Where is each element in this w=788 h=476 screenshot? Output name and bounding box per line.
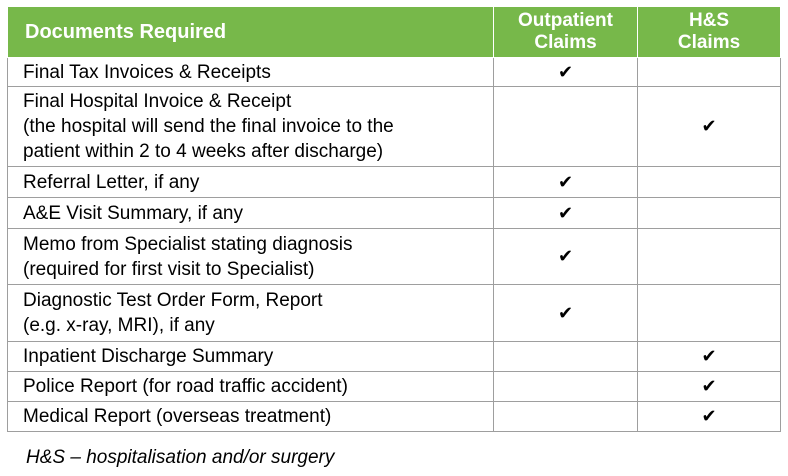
hs-cell: [638, 229, 781, 285]
hs-cell: [638, 402, 781, 432]
header-documents-label: Documents Required: [25, 21, 227, 43]
outpatient-cell: [494, 198, 638, 229]
outpatient-cell: [494, 167, 638, 198]
hs-cell: [638, 87, 781, 167]
table-row: [8, 87, 781, 167]
header-hs-claims: [638, 7, 781, 58]
document-cell: [8, 342, 494, 372]
hs-cell: [638, 58, 781, 87]
table-row: [8, 342, 781, 372]
document-cell: [8, 229, 494, 285]
document-cell: [8, 58, 494, 87]
header-outpatient-line-2: Claims: [534, 32, 597, 53]
check-mark-icon: ✔: [701, 376, 717, 397]
table-row: [8, 198, 781, 229]
document-line: (required for first visit to Specialist): [23, 258, 315, 280]
table-row: [8, 167, 781, 198]
hs-cell: [638, 372, 781, 402]
check-mark-icon: ✔: [557, 202, 574, 224]
table-row: [8, 402, 781, 432]
header-outpatient-line-1: Outpatient: [518, 10, 613, 31]
table-row: [8, 229, 781, 285]
check-mark-icon: ✔: [701, 116, 717, 137]
outpatient-cell: [494, 285, 638, 342]
check-mark-icon: ✔: [557, 171, 574, 193]
document-cell: [8, 285, 494, 342]
table-row: [8, 285, 781, 342]
header-hs-line-2: Claims: [677, 32, 741, 53]
document-line: patient within 2 to 4 weeks after discharge): [23, 141, 384, 162]
check-mark-icon: ✔: [701, 406, 717, 427]
document-cell: [8, 402, 494, 432]
hs-cell: [638, 342, 781, 372]
check-mark-icon: ✔: [701, 346, 717, 367]
document-line: Inpatient Discharge Summary: [23, 346, 274, 367]
document-line: Referral Letter, if any: [23, 171, 200, 193]
outpatient-cell: [494, 402, 638, 432]
document-line: Final Hospital Invoice & Receipt: [23, 91, 292, 112]
header-documents-required: [8, 7, 494, 58]
document-cell: [8, 87, 494, 167]
hs-cell: [638, 285, 781, 342]
document-line: Medical Report (overseas treatment): [23, 406, 332, 427]
document-line: Memo from Specialist stating diagnosis: [23, 233, 353, 255]
document-cell: [8, 198, 494, 229]
documents-required-table: [7, 6, 781, 432]
outpatient-cell: [494, 87, 638, 167]
document-line: Police Report (for road traffic accident): [23, 376, 348, 397]
outpatient-cell: [494, 342, 638, 372]
document-line: (the hospital will send the final invoice to the: [23, 116, 394, 137]
document-line: (e.g. x-ray, MRI), if any: [23, 315, 215, 336]
header-hs-line-1: H&S: [688, 10, 730, 31]
outpatient-cell: [494, 229, 638, 285]
document-line: Final Tax Invoices & Receipts: [23, 61, 271, 83]
table-row: [8, 372, 781, 402]
header-outpatient-claims: [494, 7, 638, 58]
check-mark-icon: ✔: [557, 61, 574, 83]
hs-cell: [638, 167, 781, 198]
document-line: A&E Visit Summary, if any: [23, 202, 243, 224]
check-mark-icon: ✔: [557, 246, 574, 267]
table-header-row: [8, 7, 781, 58]
table-row: [8, 58, 781, 87]
outpatient-cell: [494, 372, 638, 402]
footnote: H&S – hospitalisation and/or surgery: [26, 447, 335, 468]
document-cell: [8, 167, 494, 198]
hs-cell: [638, 198, 781, 229]
document-cell: [8, 372, 494, 402]
document-line: Diagnostic Test Order Form, Report: [23, 290, 323, 311]
outpatient-cell: [494, 58, 638, 87]
check-mark-icon: ✔: [557, 302, 574, 324]
